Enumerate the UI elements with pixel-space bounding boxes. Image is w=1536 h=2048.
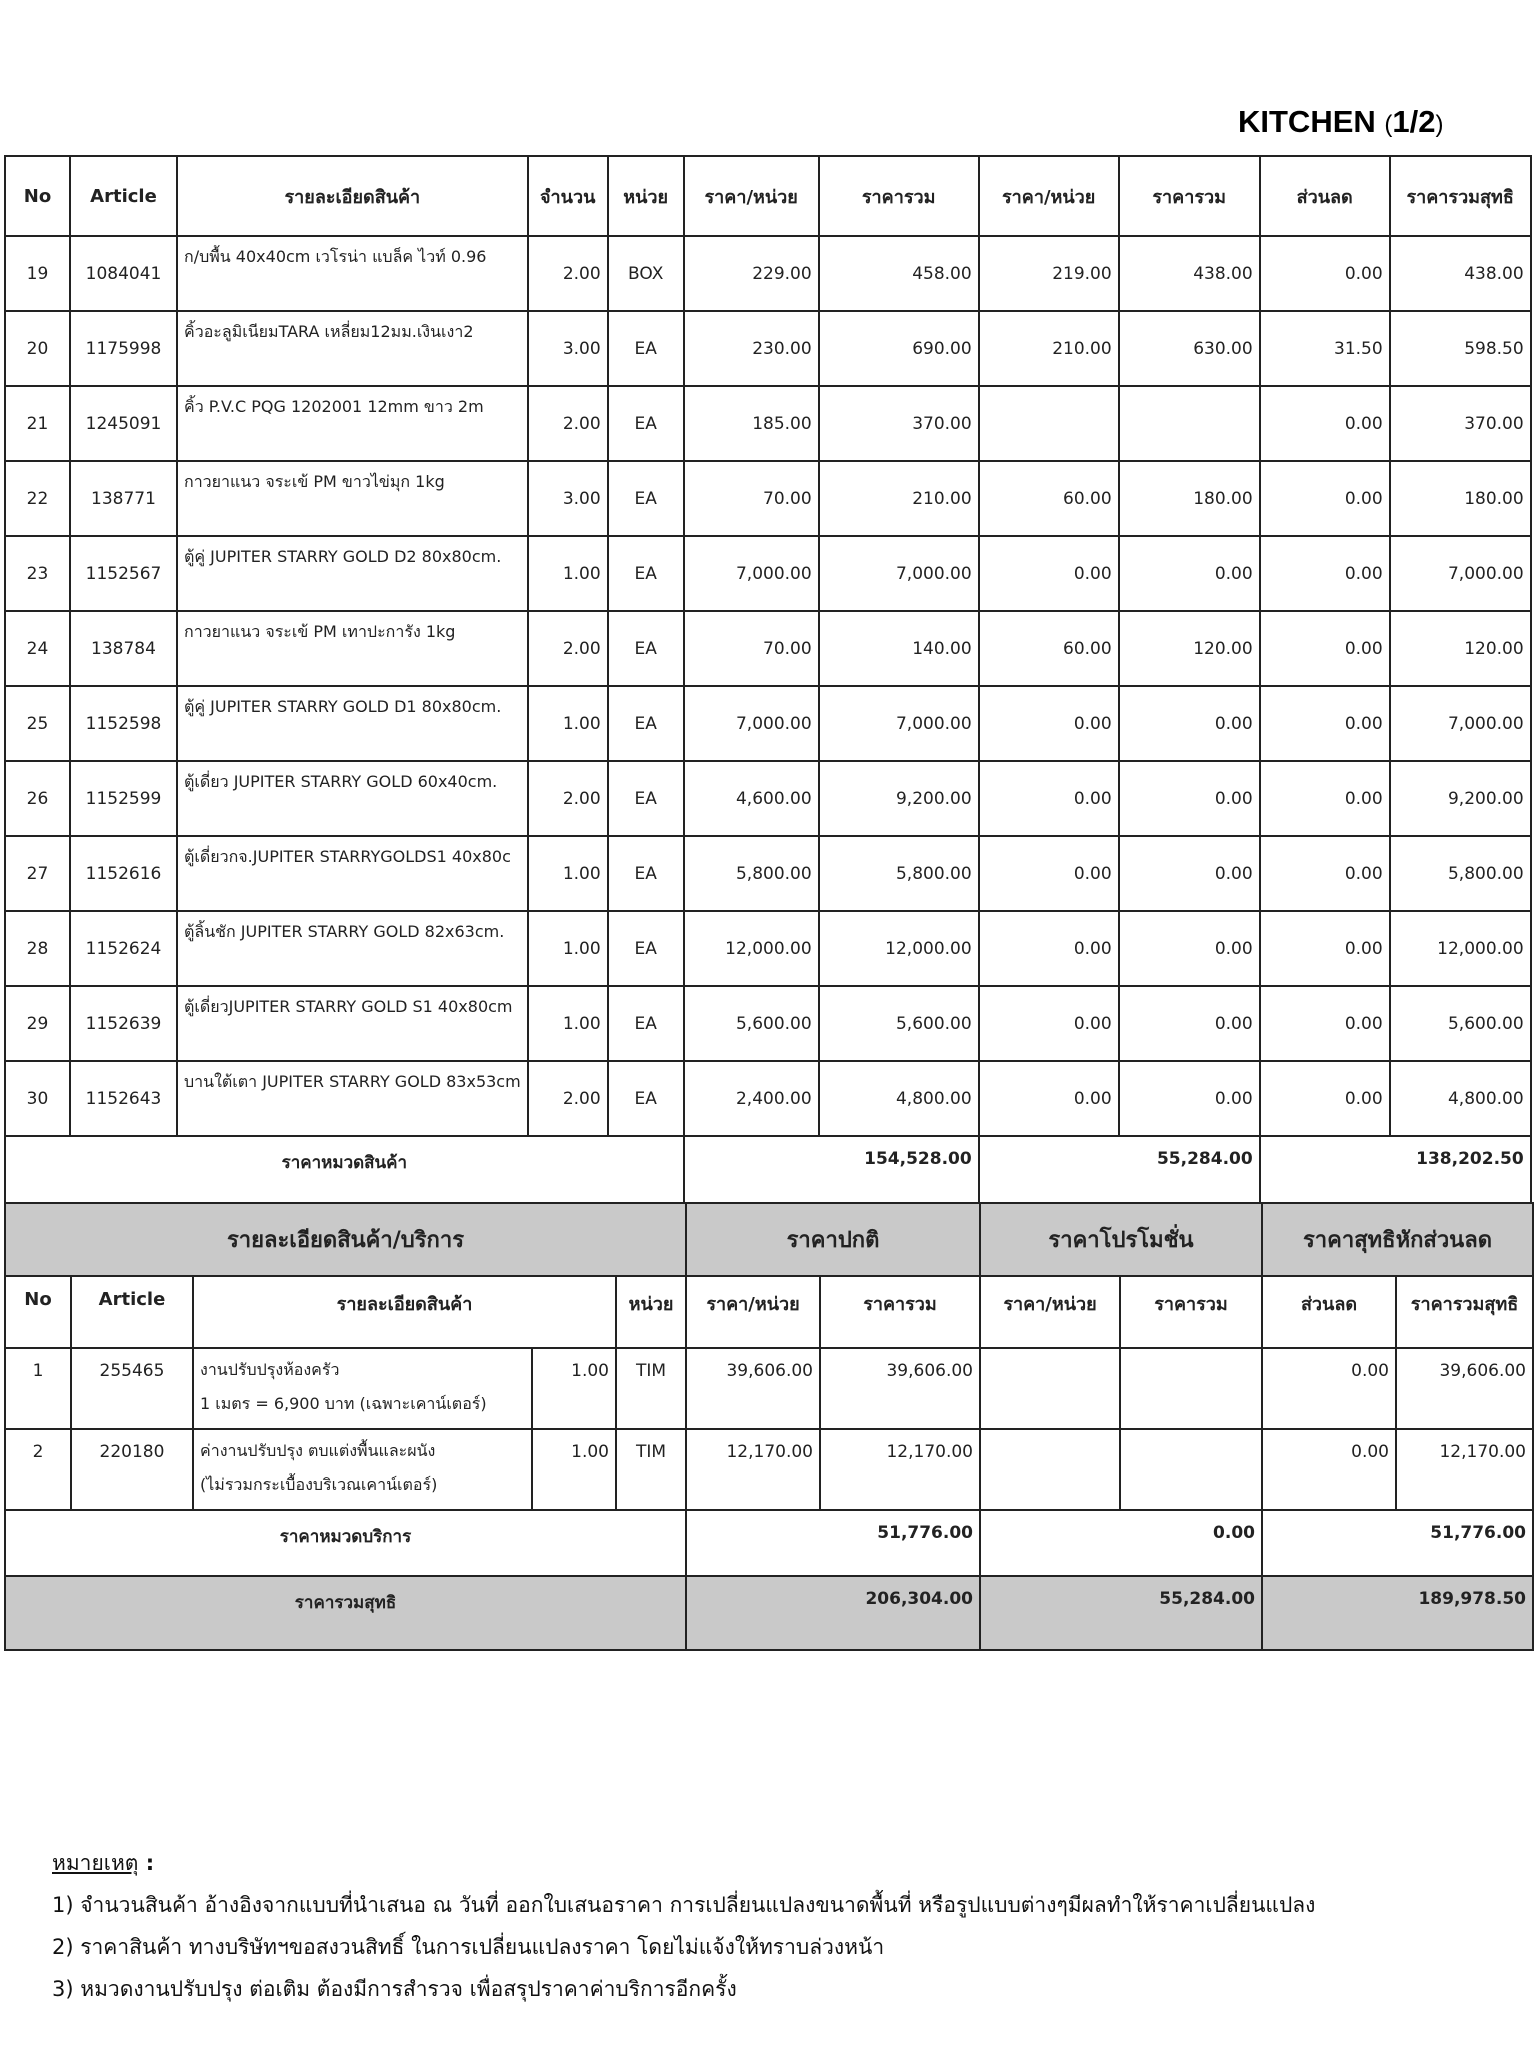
item-unit-price: 2,400.00: [684, 1061, 819, 1136]
item-quantity: 1.00: [528, 986, 608, 1061]
item-unit: EA: [608, 911, 684, 986]
item-description: ตู้เดี่ยว JUPITER STARRY GOLD 60x40cm.: [177, 761, 528, 836]
services-subtotal-total: 51,776.00: [686, 1510, 980, 1576]
item-promo-unit-price: 219.00: [979, 236, 1119, 311]
item-article: 1152639: [70, 986, 177, 1061]
item-unit: EA: [608, 761, 684, 836]
item-discount: 0.00: [1260, 686, 1390, 761]
item-total: 9,200.00: [819, 761, 979, 836]
item-article: 1152624: [70, 911, 177, 986]
item-article: 138771: [70, 461, 177, 536]
item-net-total: 180.00: [1390, 461, 1531, 536]
items-summary-net: 138,202.50: [1260, 1136, 1531, 1204]
service-no: 1: [5, 1348, 71, 1429]
item-discount: 0.00: [1260, 761, 1390, 836]
item-net-total: 598.50: [1390, 311, 1531, 386]
item-unit: EA: [608, 836, 684, 911]
table-row: [5, 761, 1531, 836]
item-discount: 0.00: [1260, 1061, 1390, 1136]
col-unit: หน่วย: [608, 156, 684, 236]
item-promo-unit-price: 0.00: [979, 911, 1119, 986]
item-no: 25: [5, 686, 70, 761]
item-unit: EA: [608, 461, 684, 536]
item-article: 1152599: [70, 761, 177, 836]
service-net-total: 12,170.00: [1396, 1429, 1533, 1510]
item-quantity: 1.00: [528, 911, 608, 986]
grand-total-row: [5, 1576, 1533, 1650]
service-description-line-2: 1 เมตร = 6,900 บาท (เฉพาะเคาน์เตอร์): [200, 1394, 487, 1413]
item-discount: 0.00: [1260, 836, 1390, 911]
item-no: 20: [5, 311, 70, 386]
service-discount: 0.00: [1262, 1348, 1396, 1429]
item-quantity: 3.00: [528, 311, 608, 386]
item-discount: 0.00: [1260, 611, 1390, 686]
col-unit-price: ราคา/หน่วย: [684, 156, 819, 236]
service-article: 255465: [71, 1348, 193, 1429]
service-unit-price: 12,170.00: [686, 1429, 820, 1510]
grand-total-total: 206,304.00: [686, 1576, 980, 1650]
services-subtotal-promo-total: 0.00: [980, 1510, 1262, 1576]
item-total: 140.00: [819, 611, 979, 686]
item-description: ตู้คู่ JUPITER STARRY GOLD D1 80x80cm.: [177, 686, 528, 761]
services-column-header-row: [5, 1276, 1533, 1348]
table-row: [5, 911, 1531, 986]
item-unit: EA: [608, 686, 684, 761]
page-title: KITCHEN (1/2): [1238, 104, 1444, 139]
item-discount: 0.00: [1260, 536, 1390, 611]
item-total: 7,000.00: [819, 686, 979, 761]
item-article: 1152616: [70, 836, 177, 911]
item-promo-total: 0.00: [1119, 686, 1260, 761]
item-no: 29: [5, 986, 70, 1061]
item-no: 28: [5, 911, 70, 986]
notes-title-line: หมายเหตุ :: [52, 1851, 155, 1875]
svc-col-article: Article: [71, 1276, 193, 1348]
item-unit: EA: [608, 611, 684, 686]
item-description: ตู้เดี่ยวJUPITER STARRY GOLD S1 40x80cm: [177, 986, 528, 1061]
col-no: No: [5, 156, 70, 236]
service-discount: 0.00: [1262, 1429, 1396, 1510]
service-total: 12,170.00: [820, 1429, 980, 1510]
item-discount: 0.00: [1260, 236, 1390, 311]
service-description: [193, 1429, 532, 1510]
table-row: [5, 461, 1531, 536]
col-quantity: จำนวน: [528, 156, 608, 236]
item-description: กาวยาแนว จระเข้ PM เทาปะการัง 1kg: [177, 611, 528, 686]
item-net-total: 438.00: [1390, 236, 1531, 311]
table-row: [5, 386, 1531, 461]
service-promo-unit-price: [980, 1429, 1120, 1510]
item-total: 12,000.00: [819, 911, 979, 986]
item-promo-total: 0.00: [1119, 911, 1260, 986]
service-total: 39,606.00: [820, 1348, 980, 1429]
item-article: 1152598: [70, 686, 177, 761]
item-quantity: 2.00: [528, 761, 608, 836]
item-net-total: 9,200.00: [1390, 761, 1531, 836]
item-description: ตู้เดี่ยวกจ.JUPITER STARRYGOLDS1 40x80c: [177, 836, 528, 911]
services-subtotal-row: [5, 1510, 1533, 1576]
svc-col-unit: หน่วย: [616, 1276, 686, 1348]
item-no: 27: [5, 836, 70, 911]
svc-col-promo-unit-price: ราคา/หน่วย: [980, 1276, 1120, 1348]
item-discount: 0.00: [1260, 386, 1390, 461]
item-unit-price: 7,000.00: [684, 536, 819, 611]
item-promo-total: 180.00: [1119, 461, 1260, 536]
item-promo-unit-price: 0.00: [979, 1061, 1119, 1136]
service-description: [193, 1348, 532, 1429]
service-description-line-1: ค่างานปรับปรุง ตบแต่งพื้นและผนัง: [200, 1441, 436, 1460]
service-quantity: 1.00: [532, 1348, 616, 1429]
item-unit: BOX: [608, 236, 684, 311]
table-row: [5, 311, 1531, 386]
item-promo-total: 120.00: [1119, 611, 1260, 686]
item-total: 210.00: [819, 461, 979, 536]
page-title-text: KITCHEN: [1238, 104, 1376, 139]
page-number: 1/2: [1392, 104, 1436, 139]
grand-total-net: 189,978.50: [1262, 1576, 1533, 1650]
item-unit-price: 4,600.00: [684, 761, 819, 836]
item-article: 1084041: [70, 236, 177, 311]
item-total: 370.00: [819, 386, 979, 461]
item-unit: EA: [608, 536, 684, 611]
col-promo-total: ราคารวม: [1119, 156, 1260, 236]
item-article: 1152643: [70, 1061, 177, 1136]
item-total: 458.00: [819, 236, 979, 311]
service-unit: TIM: [616, 1429, 686, 1510]
item-promo-total: [1119, 386, 1260, 461]
group-header-net-price: ราคาสุทธิหักส่วนลด: [1262, 1203, 1533, 1276]
item-article: 1245091: [70, 386, 177, 461]
item-promo-unit-price: 0.00: [979, 761, 1119, 836]
item-net-total: 5,800.00: [1390, 836, 1531, 911]
item-no: 21: [5, 386, 70, 461]
item-promo-total: 438.00: [1119, 236, 1260, 311]
item-total: 690.00: [819, 311, 979, 386]
item-unit-price: 7,000.00: [684, 686, 819, 761]
item-unit-price: 230.00: [684, 311, 819, 386]
note-line-3: 3) หมวดงานปรับปรุง ต่อเติม ต้องมีการสำรวจ เพื่อสรุปราคาค่าบริการอีกครั้ง: [52, 1977, 737, 2001]
col-description: รายละเอียดสินค้า: [177, 156, 528, 236]
item-quantity: 3.00: [528, 461, 608, 536]
item-net-total: 120.00: [1390, 611, 1531, 686]
group-header-description: รายละเอียดสินค้า/บริการ: [5, 1203, 686, 1276]
notes-title: หมายเหตุ: [52, 1851, 139, 1875]
svc-col-no: No: [5, 1276, 71, 1348]
item-total: 7,000.00: [819, 536, 979, 611]
item-total: 5,600.00: [819, 986, 979, 1061]
col-net-total: ราคารวมสุทธิ: [1390, 156, 1531, 236]
item-unit: EA: [608, 1061, 684, 1136]
group-header-regular-price: ราคาปกติ: [686, 1203, 980, 1276]
svc-col-description: รายละเอียดสินค้า: [193, 1276, 616, 1348]
notes-section: [52, 1842, 1315, 2010]
item-quantity: 1.00: [528, 686, 608, 761]
table-row: [5, 686, 1531, 761]
item-net-total: 370.00: [1390, 386, 1531, 461]
table-row: [5, 1348, 1533, 1429]
item-promo-total: 630.00: [1119, 311, 1260, 386]
item-quantity: 1.00: [528, 536, 608, 611]
item-unit: EA: [608, 311, 684, 386]
item-promo-unit-price: 60.00: [979, 461, 1119, 536]
item-description: ก/บพื้น 40x40cm เวโรน่า แบล็ค ไวท์ 0.96: [177, 236, 528, 311]
service-description-line-2: (ไม่รวมกระเบื้องบริเวณเคาน์เตอร์): [200, 1475, 438, 1494]
item-unit: EA: [608, 386, 684, 461]
item-promo-unit-price: 60.00: [979, 611, 1119, 686]
item-no: 22: [5, 461, 70, 536]
item-promo-total: 0.00: [1119, 1061, 1260, 1136]
item-description: ตู้ลิ้นชัก JUPITER STARRY GOLD 82x63cm.: [177, 911, 528, 986]
item-net-total: 7,000.00: [1390, 536, 1531, 611]
item-promo-total: 0.00: [1119, 836, 1260, 911]
item-quantity: 2.00: [528, 236, 608, 311]
grand-total-promo-total: 55,284.00: [980, 1576, 1262, 1650]
item-description: กาวยาแนว จระเข้ PM ขาวไข่มุก 1kg: [177, 461, 528, 536]
table-row: [5, 536, 1531, 611]
item-net-total: 4,800.00: [1390, 1061, 1531, 1136]
items-summary-label: ราคาหมวดสินค้า: [5, 1136, 684, 1204]
item-promo-total: 0.00: [1119, 761, 1260, 836]
item-net-total: 12,000.00: [1390, 911, 1531, 986]
item-promo-total: 0.00: [1119, 536, 1260, 611]
item-quantity: 2.00: [528, 386, 608, 461]
item-promo-unit-price: 0.00: [979, 686, 1119, 761]
items-summary-row: [5, 1136, 1531, 1204]
item-promo-unit-price: [979, 386, 1119, 461]
item-discount: 0.00: [1260, 986, 1390, 1061]
svc-col-discount: ส่วนลด: [1262, 1276, 1396, 1348]
service-quantity: 1.00: [532, 1429, 616, 1510]
svc-col-total: ราคารวม: [820, 1276, 980, 1348]
service-promo-unit-price: [980, 1348, 1120, 1429]
table-row: [5, 1429, 1533, 1510]
item-no: 23: [5, 536, 70, 611]
item-unit-price: 5,800.00: [684, 836, 819, 911]
item-promo-unit-price: 0.00: [979, 536, 1119, 611]
item-unit-price: 185.00: [684, 386, 819, 461]
service-unit-price: 39,606.00: [686, 1348, 820, 1429]
col-article: Article: [70, 156, 177, 236]
services-subtotal-label: ราคาหมวดบริการ: [5, 1510, 686, 1576]
item-no: 30: [5, 1061, 70, 1136]
service-description-line-1: งานปรับปรุงห้องครัว: [200, 1360, 340, 1379]
item-unit-price: 229.00: [684, 236, 819, 311]
col-discount: ส่วนลด: [1260, 156, 1390, 236]
table-row: [5, 1061, 1531, 1136]
item-unit-price: 70.00: [684, 611, 819, 686]
item-quantity: 1.00: [528, 836, 608, 911]
item-promo-total: 0.00: [1119, 986, 1260, 1061]
item-net-total: 5,600.00: [1390, 986, 1531, 1061]
item-description: คิ้ว P.V.C PQG 1202001 12mm ขาว 2m: [177, 386, 528, 461]
item-unit-price: 70.00: [684, 461, 819, 536]
service-article: 220180: [71, 1429, 193, 1510]
service-net-total: 39,606.00: [1396, 1348, 1533, 1429]
note-line-1: 1) จำนวนสินค้า อ้างอิงจากแบบที่นำเสนอ ณ วันที่ ออกใบเสนอราคา การเปลี่ยนแปลงขนาดพื้นที่ หรือรูปแบบต่างๆมีผลทำให้ราคาเปลี่ยนแปลง: [52, 1893, 1316, 1917]
svc-col-promo-total: ราคารวม: [1120, 1276, 1262, 1348]
item-quantity: 2.00: [528, 1061, 608, 1136]
col-promo-unit-price: ราคา/หน่วย: [979, 156, 1119, 236]
services-subtotal-net: 51,776.00: [1262, 1510, 1533, 1576]
item-article: 138784: [70, 611, 177, 686]
item-unit-price: 5,600.00: [684, 986, 819, 1061]
item-promo-unit-price: 0.00: [979, 986, 1119, 1061]
item-no: 19: [5, 236, 70, 311]
services-table: [4, 1202, 1534, 1651]
item-article: 1152567: [70, 536, 177, 611]
item-unit: EA: [608, 986, 684, 1061]
item-total: 4,800.00: [819, 1061, 979, 1136]
items-summary-total: 154,528.00: [684, 1136, 979, 1204]
service-no: 2: [5, 1429, 71, 1510]
table-row: [5, 236, 1531, 311]
item-description: บานใต้เตา JUPITER STARRY GOLD 83x53cm: [177, 1061, 528, 1136]
item-net-total: 7,000.00: [1390, 686, 1531, 761]
group-header-promo-price: ราคาโปรโมชั่น: [980, 1203, 1262, 1276]
item-no: 24: [5, 611, 70, 686]
service-unit: TIM: [616, 1348, 686, 1429]
table-row: [5, 836, 1531, 911]
col-total: ราคารวม: [819, 156, 979, 236]
item-discount: 0.00: [1260, 911, 1390, 986]
svc-col-net-total: ราคารวมสุทธิ: [1396, 1276, 1533, 1348]
svc-col-unit-price: ราคา/หน่วย: [686, 1276, 820, 1348]
item-promo-unit-price: 210.00: [979, 311, 1119, 386]
item-discount: 31.50: [1260, 311, 1390, 386]
item-article: 1175998: [70, 311, 177, 386]
item-no: 26: [5, 761, 70, 836]
table-row: [5, 986, 1531, 1061]
service-promo-total: [1120, 1348, 1262, 1429]
item-unit-price: 12,000.00: [684, 911, 819, 986]
items-table: [4, 155, 1532, 1205]
item-quantity: 2.00: [528, 611, 608, 686]
item-description: ตู้คู่ JUPITER STARRY GOLD D2 80x80cm.: [177, 536, 528, 611]
table-row: [5, 611, 1531, 686]
items-header-row: [5, 156, 1531, 236]
items-summary-promo-total: 55,284.00: [979, 1136, 1260, 1204]
item-promo-unit-price: 0.00: [979, 836, 1119, 911]
grand-total-label: ราคารวมสุทธิ: [5, 1576, 686, 1650]
note-line-2: 2) ราคาสินค้า ทางบริษัทฯขอสงวนสิทธิ์ ในการเปลี่ยนแปลงราคา โดยไม่แจ้งให้ทราบล่วงหน้า: [52, 1935, 885, 1959]
item-description: คิ้วอะลูมิเนียมTARA เหลี่ยม12มม.เงินเงา2: [177, 311, 528, 386]
item-total: 5,800.00: [819, 836, 979, 911]
services-group-header-row: [5, 1203, 1533, 1276]
service-promo-total: [1120, 1429, 1262, 1510]
item-discount: 0.00: [1260, 461, 1390, 536]
